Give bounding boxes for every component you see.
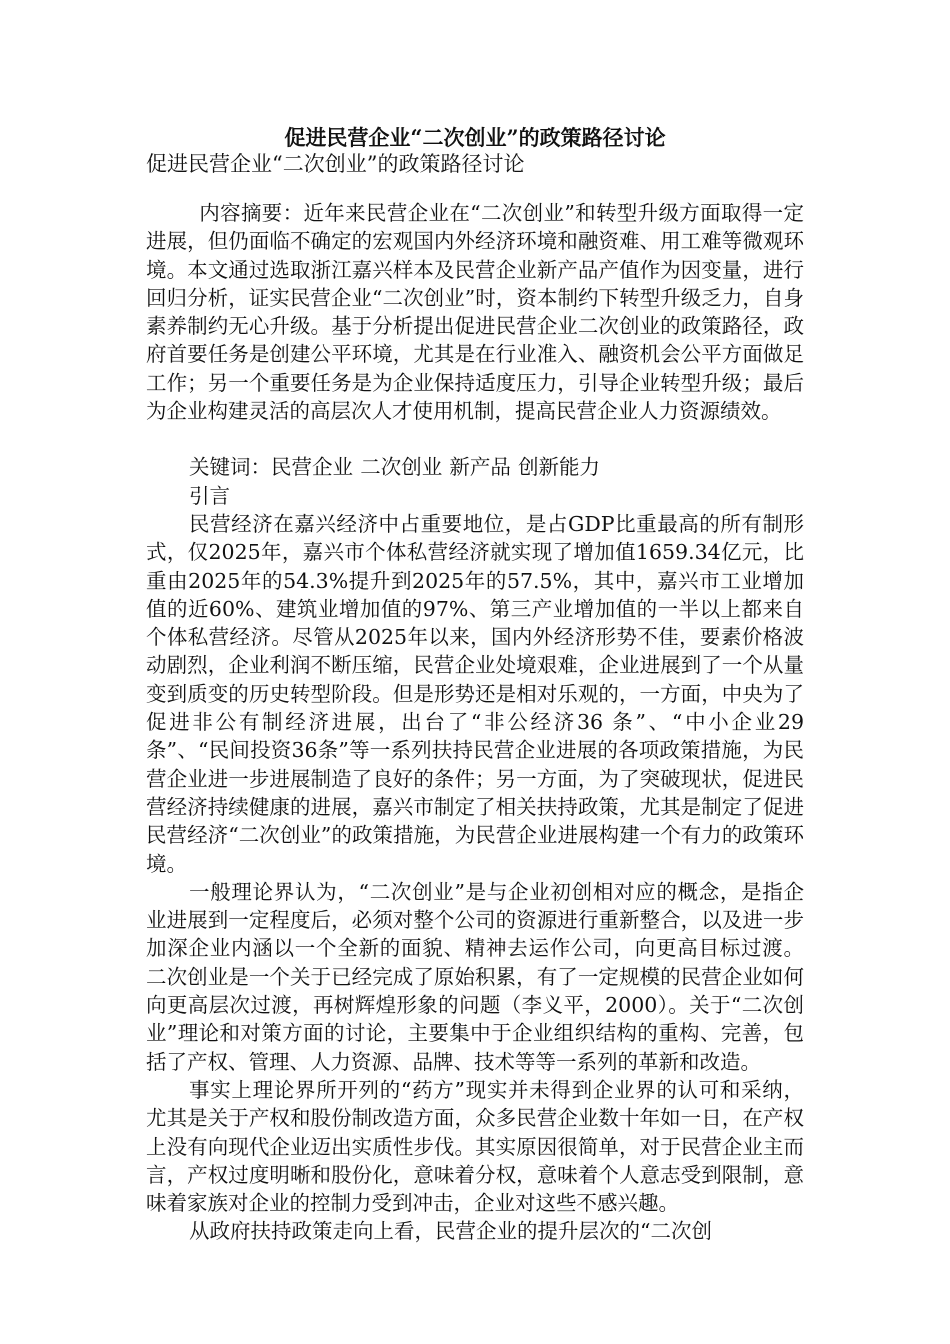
abstract-paragraph: 内容摘要：近年来民营企业在“二次创业”和转型升级方面取得一定进展，但仍面临不确定的宏观国内外经济环境和融资难、用工难等微观环境。本文通过选取浙江嘉兴样本及民营企业新产品产值作为因变量，进行回归分析，证实民营企业“二次创业”时，资本制约下转型升级乏力，自身素养制约无心升级。基于分析提出促进民营企业二次创业的政策路径，政府首要任务是创建公平环境，尤其是在行业准入、融资机会公平方面做足工作；另一个重要任务是为企业保持适度压力，引导企业转型升级；最后为企业构建灵活的高层次人才使用机制，提高民营企业人力资源绩效。	[146, 201, 804, 424]
body-paragraph: 从政府扶持政策走向上看，民营企业的提升层次的“二次创	[189, 1219, 713, 1244]
body-paragraph: 一般理论界认为，“二次创业”是与企业初创相对应的概念，是指企业进展到一定程度后，必须对整个公司的资源进行重新整合，以及进一步加深企业内涵以一个全新的面貌、精神去运作公司，向更高目标过渡。 二次创业是一个关于已经完成了原始积累，有了一定规模的民营企业如何向更高层次过渡，再树辉煌形象的问题（李义平，2000）。关于“二次创业”理论和对策方面的讨论，主要集中于企业组织结构的重构、完善，包括了产权、管理、人力资源、品牌、技术等等一系列的革新和改造。	[146, 879, 804, 1074]
keyword: 新产品	[449, 455, 511, 480]
keywords-line	[146, 453, 804, 481]
keyword: 二次创业	[360, 455, 443, 480]
keyword: 创新能力	[518, 455, 601, 480]
document-title: 促进民营企业“二次创业”的政策路径讨论	[284, 125, 666, 150]
document-body	[146, 199, 804, 1246]
intro-heading: 引言	[189, 483, 231, 508]
document-subtitle: 促进民营企业“二次创业”的政策路径讨论	[146, 152, 525, 176]
paragraph-spacer	[146, 425, 804, 453]
keywords-label: 关键词：民营企业	[189, 455, 354, 480]
body-paragraph: 事实上理论界所开列的“药方”现实并未得到企业界的认可和采纳，尤其是关于产权和股份制改造方面，众多民营企业数十年如一日，在产权上没有向现代企业迈出实质性步伐。其实原因很简单，对于民营企业主而言，产权过度明晰和股份化，意味着分权，意味着个人意志受到限制，意味着家族对企业的控制力受到冲击，企业对这些不感兴趣。	[146, 1077, 804, 1216]
body-paragraph: 民营经济在嘉兴经济中占重要地位，是占GDP比重最高的所有制形式，仅2025年，嘉兴市个体私营经济就实现了增加值1659.34亿元，比重由2025年的54.3%提升到2025年的57.5%，其中，嘉兴市工业增加值的近60%、建筑业增加值的97%、第三产业增加值的一半以上都来自个体私营经济。尽管从2025年以来，国内外经济形势不佳，要素价格波动剧烈，企业利润不断压缩，民营企业处境艰难，企业进展到了一个从量变到质变的历史转型阶段。但是形势还是相对乐观的，一方面，中央为了促进非公有制经济进展，出台了“非公经济36 条”、“中小企业29条”、“民间投资36条”等一系列扶持民营企业进展的各项政策措施，为民营企业进一步进展制造了良好的条件；另一方面，为了突破现状，促进民营经济持续健康的进展，嘉兴市制定了相关扶持政策，尤其是制定了促进民营经济“二次创业”的政策措施，为民营企业进展构建一个有力的政策环境。	[146, 511, 804, 876]
